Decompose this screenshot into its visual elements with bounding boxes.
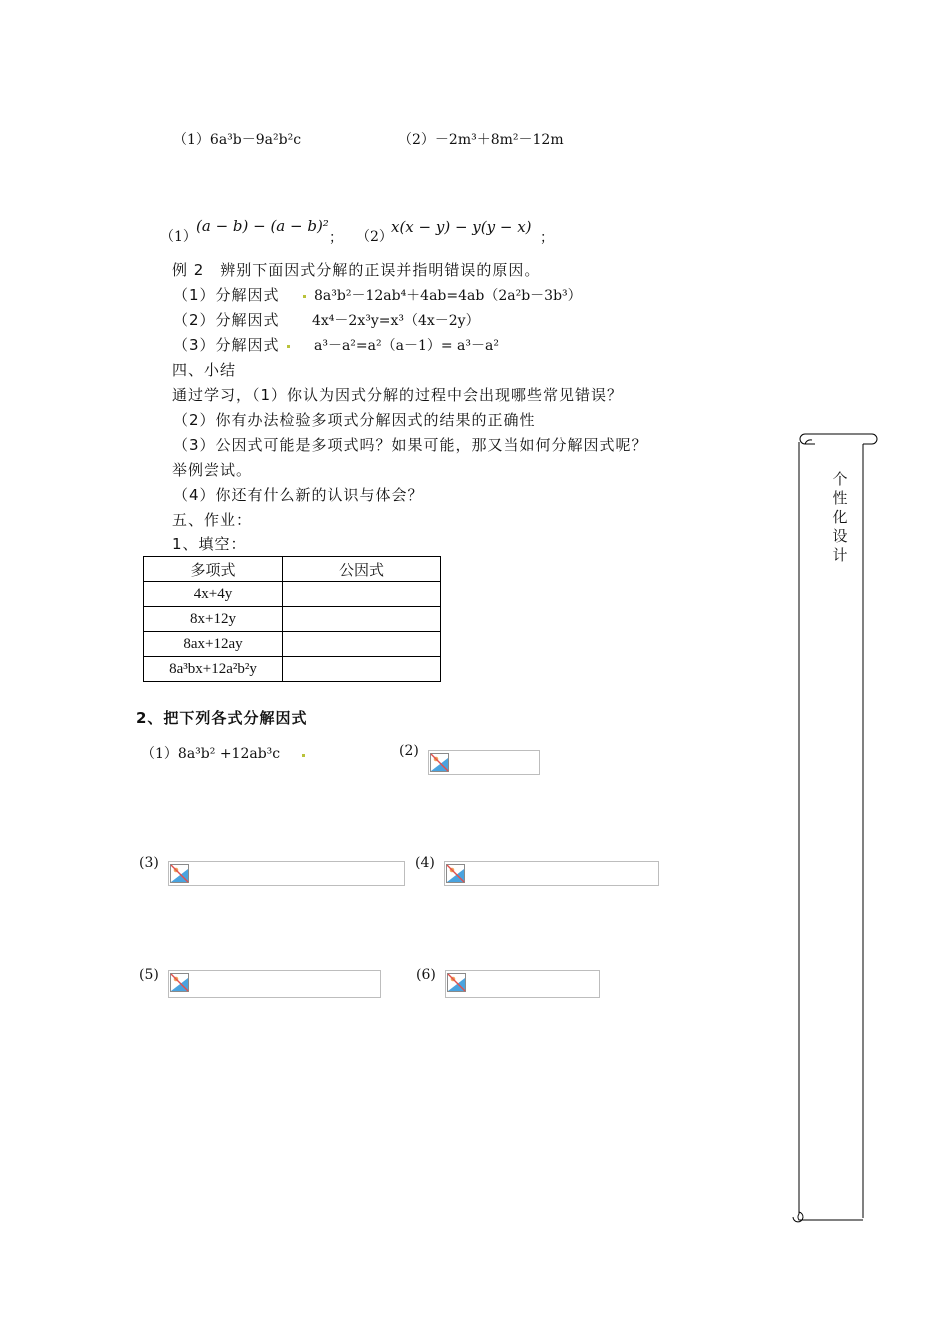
table-cell-polynomial: 8x+12y <box>144 607 283 632</box>
factor-item-6-label: (6) <box>416 967 436 983</box>
example2-item-3-label: （3）分解因式 <box>173 336 280 354</box>
summary-line-4: 举例尝试。 <box>172 461 253 479</box>
table-cell-answer[interactable] <box>283 632 441 657</box>
exercise-label: （2） <box>398 132 435 148</box>
table-header-row <box>144 557 441 582</box>
broken-image-placeholder <box>168 861 405 886</box>
table-cell-answer[interactable] <box>283 657 441 682</box>
factor-item-expression: 8a³b² +12ab³c <box>177 746 281 762</box>
table-cell-answer[interactable] <box>283 607 441 632</box>
table-cell-polynomial: 8a³bx+12a²b²y <box>144 657 283 682</box>
math-exercise-2: x(x − y) − y(y − x) <box>391 218 532 236</box>
broken-image-icon <box>446 864 465 883</box>
table-cell-polynomial: 8ax+12ay <box>144 632 283 657</box>
exercise-expression: 6a³b－9a²b²c <box>209 132 302 148</box>
example2-item-3-expression: a³－a²=a²（a－1）= a³－a² <box>314 338 499 354</box>
summary-line-1: 通过学习，（1）你认为因式分解的过程中会出现哪些常见错误？ <box>172 386 624 404</box>
homework-heading: 五、作业： <box>172 511 253 529</box>
summary-line-2: （2）你有办法检验多项式分解因式的结果的正确性 <box>173 411 536 429</box>
broken-image-icon <box>170 864 189 883</box>
table-header-common-factor: 公因式 <box>283 557 441 582</box>
math-exercise-1: (a − b) − (a − b)² <box>196 217 329 235</box>
example2-title: 例 2 辨别下面因式分解的正误并指明错误的原因。 <box>172 261 541 279</box>
math-exercise-1-label: （1） <box>160 229 197 245</box>
table-row <box>144 607 441 632</box>
factor-item-3-label: (3) <box>139 855 159 871</box>
exercise-2 <box>398 129 564 149</box>
common-factor-table <box>143 556 441 682</box>
exercise-1 <box>173 129 301 149</box>
example2-item-1-label: （1）分解因式 <box>173 286 280 304</box>
fill-blank-title: 1、填空： <box>172 535 247 553</box>
table-row <box>144 582 441 607</box>
factor-item-2-label: (2) <box>399 743 419 759</box>
factorize-title: 2、把下列各式分解因式 <box>136 709 308 727</box>
math-exercise-1-separator: ； <box>329 230 343 246</box>
anchor-mark <box>302 754 305 757</box>
example2-item-1-expression: 8a³b²－12ab⁴＋4ab=4ab（2a²b－3b³） <box>314 288 582 304</box>
summary-line-5: （4）你还有什么新的认识与体会？ <box>173 486 424 504</box>
exercise-label: （1） <box>173 132 210 148</box>
broken-image-placeholder <box>445 970 600 998</box>
table-row <box>144 657 441 682</box>
table-header-polynomial: 多项式 <box>144 557 283 582</box>
broken-image-icon <box>430 753 449 772</box>
table-row <box>144 632 441 657</box>
factor-item-4-label: (4) <box>415 855 435 871</box>
exercise-expression: －2m³＋8m²－12m <box>434 132 564 148</box>
factor-item-5-label: (5) <box>139 967 159 983</box>
table-cell-answer[interactable] <box>283 582 441 607</box>
sidebar-title: 个性化设计 <box>832 470 848 564</box>
broken-image-placeholder <box>428 750 540 775</box>
broken-image-placeholder <box>444 861 659 886</box>
broken-image-icon <box>170 973 189 992</box>
factor-item-label: （1） <box>141 746 178 762</box>
table-cell-polynomial: 4x+4y <box>144 582 283 607</box>
math-exercise-2-separator: ； <box>540 230 554 246</box>
math-exercise-2-label: （2） <box>356 229 393 245</box>
anchor-mark <box>303 295 306 298</box>
anchor-mark <box>287 345 290 348</box>
example2-item-2-label: （2）分解因式 <box>173 311 280 329</box>
summary-line-3: （3）公因式可能是多项式吗？如果可能，那又当如何分解因式呢？ <box>173 436 648 454</box>
example2-item-2-expression: 4x⁴－2x³y=x³（4x－2y） <box>312 313 480 329</box>
broken-image-icon <box>447 973 466 992</box>
broken-image-placeholder <box>168 970 381 998</box>
summary-heading: 四、小结 <box>172 361 237 379</box>
factor-item-1 <box>141 743 280 763</box>
